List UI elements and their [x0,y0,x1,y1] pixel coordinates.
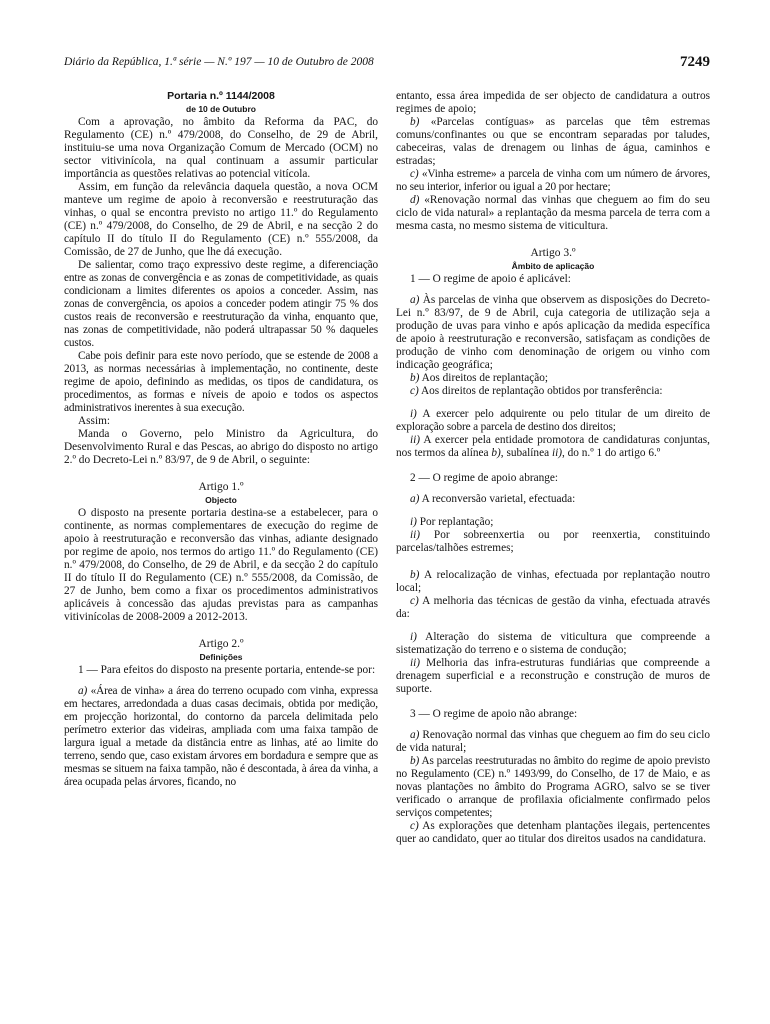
intro-paragraph: Cabe pois definir para este novo período, que se estende de 2008 a 2013, as normas necessárias à implementação, no continente, deste regime de apoio, definindo as medidas, os tipos de candidatura, os procedimentos, as formas e níveis de apoio e todos os aspectos administrativos inerentes à sua execução. [64,350,378,414]
document-title: Portaria n.º 1144/2008 [167,90,275,102]
page-header [64,54,710,76]
list-item: b) A relocalização de vinhas, efectuada por replantação noutro local; [396,569,710,594]
definition-item: b) «Parcelas contíguas» as parcelas que têm estremas comuns/confinantes ou que se encontram separadas por taludes, cabeceiras, valas de drenagem ou linhas de água, caminhos e estradas; [396,116,710,167]
document-date: de 10 de Outubro [186,104,256,114]
intro-paragraph: Manda o Governo, pelo Ministro da Agricultura, do Desenvolvimento Rural e das Pescas, ao abrigo do disposto no artigo 2.º do Decreto-Lei n.º 83/97, de 9 de Abril, o seguinte: [64,428,378,466]
sub-list-item: ii) A exercer pela entidade promotora de candidaturas conjuntas, nos termos da alínea b), subalínea ii), do n.º 1 do artigo 6.º [396,434,710,459]
article-2-paragraph: 1 — Para efeitos do disposto na presente portaria, entende-se por: [78,664,376,676]
sub-list-item: i) Alteração do sistema de viticultura que compreende a sistematização do terreno e o sistema de condução; [396,631,710,656]
sub-list-item: ii) Por sobreenxertia ou por reenxertia, constituindo parcelas/talhões estremes; [396,529,710,554]
intro-paragraph: Com a aprovação, no âmbito da Reforma da PAC, do Regulamento (CE) n.º 479/2008, do Conselho, de 29 de Abril, instituiu-se uma nova Organização Comum de Mercado (OCM) no sector vitivinícola, na qual continuam a assumir particular importância as questões relativas ao potencial vitícola. [64,116,378,180]
definition-item: d) «Renovação normal das vinhas que cheguem ao fim do seu ciclo de vida natural» a replantação da mesma parcela de terra com a mesma casta, no mesmo sistema de viticultura. [396,194,710,232]
section-3: 3 — O regime de apoio não abrange: [410,708,578,720]
right-column [396,90,710,846]
definition-item: a) «Área de vinha» a área do terreno ocupado com vinha, expressa em hectares, arredondada a duas casas decimais, obtida por medição, em projecção horizontal, do contorno da parcela delimitada pelo perímetro exterior das videiras, ampliada com uma faixa tampão de largura igual a metade da distância entre as linhas, até ao limite do terreno, sendo que, caso existam árvores em bordadura e sempre que as mesmas se situem na faixa tampão, não é descontada, à área da vinha, a área ocupada pelas árvores, ficando, no [64,685,378,788]
journal-header: Diário da República, 1.ª série — N.º 197 — 10 de Outubro de 2008 [64,56,374,68]
section-2: 2 — O regime de apoio abrange: [410,472,559,484]
list-item: a) Renovação normal das vinhas que cheguem ao fim do seu ciclo de vida natural; [396,729,710,754]
section-1: 1 — O regime de apoio é aplicável: [410,273,571,285]
list-item: c) As explorações que detenham plantações ilegais, pertencentes quer ao candidato, quer ao titular dos direitos usados na candidatura. [396,820,710,845]
article-3-heading: Artigo 3.º [530,247,576,259]
list-item: c) A melhoria das técnicas de gestão da vinha, efectuada através da: [396,595,710,620]
intro-paragraph: Assim: [78,415,111,427]
page-number: 7249 [680,54,710,70]
intro-paragraph: Assim, em função da relevância daquela questão, a nova OCM manteve um regime de apoio à reconversão e reestruturação das vinhas, o qual se encontra previsto no artigo 11.º do Regulamento (CE) n.º 479/2008, do Conselho, de 29 de Abril, e na secção 2 do capítulo II do título II do Regulamento (CE) n.º 555/2008, da Comissão, de 27 de Junho, que lhe dá execução. [64,181,378,258]
article-1-heading: Artigo 1.º [198,481,244,493]
article-2-heading: Artigo 2.º [198,638,244,650]
definition-item: c) «Vinha estreme» a parcela de vinha com um número de árvores, no seu interior, inferior ou igual a 20 por hectare; [396,168,710,193]
list-item: b) Aos direitos de replantação; [410,372,549,384]
article-1-subtitle: Objecto [205,495,237,505]
continued-text: entanto, essa área impedida de ser objecto de candidatura a outros regimes de apoio; [396,90,710,115]
article-3-subtitle: Âmbito de aplicação [511,261,595,271]
left-column [64,90,378,789]
list-item: a) A reconversão varietal, efectuada: [410,493,576,505]
sub-list-item: i) A exercer pelo adquirente ou pelo titular de um direito de exploração sobre a parcela de destino dos direitos; [396,408,710,433]
list-item: c) Aos direitos de replantação obtidos por transferência: [410,385,663,397]
sub-list-item: i) Por replantação; [410,516,494,528]
sub-list-item: ii) Melhoria das infra-estruturas fundiárias que compreende a drenagem superficial e a reconstrução e construção de muros de suporte. [396,657,711,695]
list-item: a) Às parcelas de vinha que observem as disposições do Decreto-Lei n.º 83/97, de 9 de Abril, cuja categoria de utilização seja a produção de uvas para vinho e após aplicação da medida específica de apoio à reestruturação e reconversão, satisfaçam as condições de produção de vinho com denominação de origem ou vinho com indicação geográfica; [396,294,710,371]
list-item: b) As parcelas reestruturadas no âmbito do regime de apoio previsto no Regulamento (CE) n.º 1493/99, do Conselho, de 17 de Maio, e as novas plantações no âmbito do Programa AGRO, salvo se se tiver verificado o arranque de profilaxia oficialmente confirmado pelos serviços competentes; [396,755,710,819]
article-2-subtitle: Definições [199,652,243,662]
article-1-text: O disposto na presente portaria destina-se a estabelecer, para o continente, as normas complementares de execução do regime de apoio à reestruturação e reconversão das vinhas, adiante designado por regime de apoio, nos termos do artigo 11.º do Regulamento (CE) n.º 479/2008, do Conselho, de 29 de Abril, e da secção 2 do capítulo II do título II do Regulamento (CE) n.º 555/2008, da Comissão, de 27 de Junho, bem como a fixar os procedimentos administrativos aplicáveis à concessão das ajudas previstas para as campanhas vitivinícolas de 2008-2009 a 2012-2013. [64,507,378,623]
intro-paragraph: De salientar, como traço expressivo deste regime, a diferenciação entre as zonas de convergência e as zonas de competitividade, as quais condicionam a limites diferentes os apoios a conceder. Assim, nas zonas de convergência, os apoios a conceder podem atingir 75 % dos custos reais de reconversão e reestruturação da vinha, enquanto que, nas zonas de competitividade, não poderá ultrapassar 50 % daqueles custos. [64,259,378,349]
